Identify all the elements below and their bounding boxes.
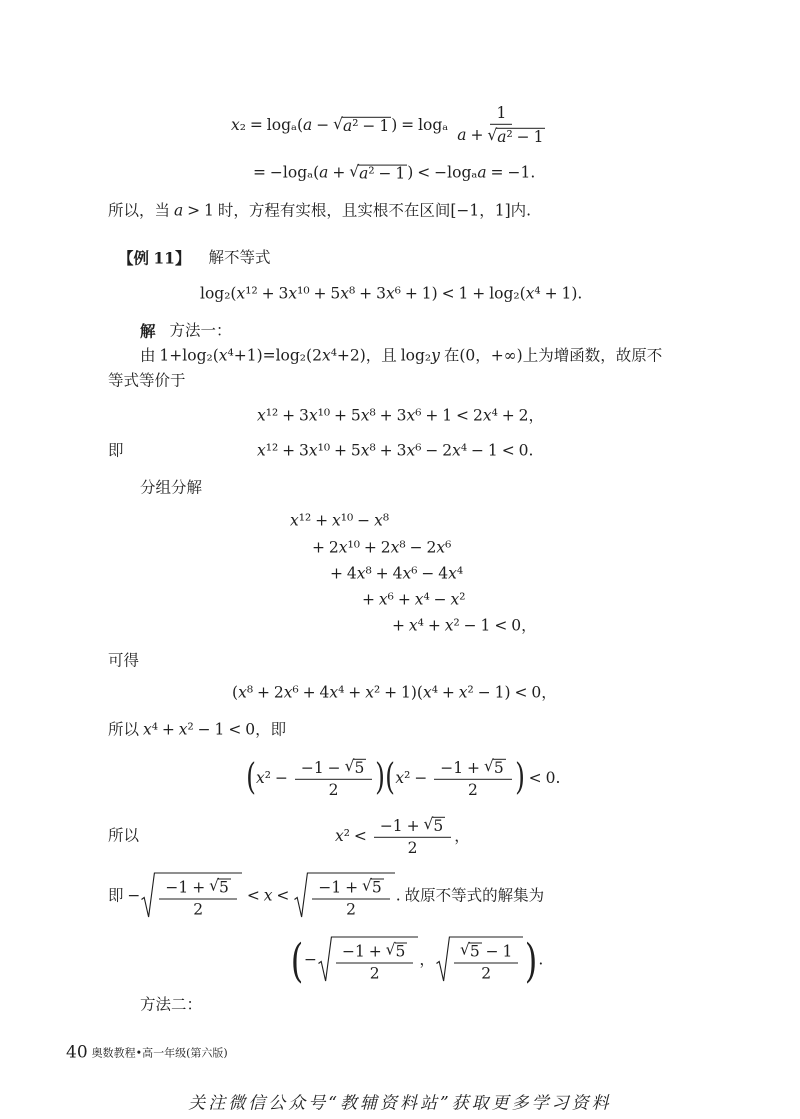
radicand: 5 <box>395 942 406 961</box>
solution-heading <box>140 321 232 340</box>
fraction-numerator <box>490 104 512 125</box>
fraction-denominator <box>323 780 345 800</box>
math-text: −1 + <box>341 942 386 961</box>
example-heading <box>118 248 270 267</box>
radical-sign: √ <box>333 114 344 133</box>
math-variable: x <box>332 511 341 530</box>
book-title: 奥数教程•高一年级(第六版) <box>91 1046 228 1060</box>
right-paren: ) <box>525 933 538 987</box>
math-text: x¹² + x¹⁰ − x⁸ <box>290 511 390 530</box>
paragraph-text: 即 − <box>108 886 141 905</box>
sqrt-expression <box>333 115 391 136</box>
sqrt-expression <box>484 757 506 778</box>
radicand: a² − 1 <box>343 116 390 135</box>
math-variable: x <box>406 441 416 460</box>
math-variable: x <box>378 590 388 609</box>
math-variable: x <box>360 406 370 425</box>
math-text: − <box>303 950 317 969</box>
paragraph-text: . 故原不等式的解集为 <box>395 886 545 905</box>
math-text: − 1 <box>481 942 513 961</box>
radicand: a² − 1 <box>359 164 406 183</box>
fraction <box>336 940 413 982</box>
math-variable: a <box>303 115 313 134</box>
paragraph-text: 所以 <box>108 826 140 845</box>
paragraph-text: 所以，当 a > 1 时，方程有实根，且实根不在区间[−1，1]内. <box>108 201 532 220</box>
math-text: < 0. <box>524 768 561 787</box>
math-variable: x <box>458 683 468 702</box>
sqrt-expression <box>386 940 408 961</box>
math-variable: a <box>497 127 507 146</box>
math-text: a + <box>457 125 488 144</box>
math-variable: x <box>385 284 395 303</box>
math-variable: y <box>431 346 440 365</box>
sqrt-expression <box>362 876 384 897</box>
math-text: −1 − <box>300 759 345 778</box>
math-text: 2 <box>346 900 356 919</box>
math-variable: x <box>450 590 460 609</box>
radical-sign <box>141 873 155 919</box>
math-text: x² − <box>256 768 292 787</box>
range-line <box>108 873 544 920</box>
left-paren: ( <box>290 933 304 987</box>
radicand: 5 <box>493 758 504 777</box>
sqrt-expression <box>141 873 241 920</box>
fraction <box>434 757 511 799</box>
math-text: 1 <box>496 103 507 122</box>
radical-sign <box>294 873 308 919</box>
radicand <box>449 937 523 984</box>
math-variable: x <box>321 346 331 365</box>
paragraph-text: 所以 x⁴ + x² − 1 < 0，即 <box>108 720 287 739</box>
fraction-denominator <box>402 838 424 858</box>
fraction-numerator <box>434 757 511 780</box>
fraction <box>451 104 551 146</box>
fraction-numerator <box>312 876 389 899</box>
method-one-title: 方法一： <box>169 321 232 340</box>
math-variable: a <box>343 116 353 135</box>
sqrt-expression <box>209 876 231 897</box>
method-two-title <box>140 995 202 1014</box>
math-text: 2 <box>328 780 339 799</box>
math-text: 2 <box>193 900 204 919</box>
grouping-row <box>392 616 537 635</box>
paragraph-text: 分组分解 <box>140 478 203 497</box>
radical-sign: √ <box>362 876 372 895</box>
so-line <box>108 720 286 739</box>
grouping-title <box>140 478 202 497</box>
left-paren: ( <box>246 757 256 798</box>
math-variable: x <box>436 538 446 557</box>
math-variable: x <box>525 284 535 303</box>
paragraph-text: 由 1+log₂(x⁴+1)=log₂(2x⁴+2)，且 log₂y 在(0，+∞)上为增函数，故原不 <box>140 346 663 365</box>
math-text: ， <box>454 826 470 845</box>
math-variable: x <box>338 538 348 557</box>
sqrt-expression <box>294 873 394 920</box>
math-variable: x <box>444 616 454 635</box>
radical-sign: √ <box>487 125 498 144</box>
radicand <box>154 873 241 920</box>
math-variable: x <box>308 406 318 425</box>
math-variable: x <box>308 441 318 460</box>
sqrt-expression <box>349 163 407 184</box>
radicand: 5 <box>433 816 444 835</box>
math-text: = −logₐ(a + <box>253 163 350 182</box>
math-text: < x < <box>242 886 294 905</box>
page-number: 40 <box>66 1042 88 1063</box>
radical-sign: √ <box>459 940 470 959</box>
math-variable: x <box>452 441 461 460</box>
paragraph-text: 可得 <box>108 651 140 670</box>
equivalent-inequality <box>257 406 544 425</box>
paragraph-text: 即 <box>108 441 124 460</box>
math-text: x² − <box>395 768 432 787</box>
math-variable: a <box>359 164 369 183</box>
radicand: 5 <box>219 878 229 897</box>
math-text: −1 + <box>318 878 363 897</box>
math-variable: x <box>288 284 298 303</box>
math-variable: x <box>356 564 366 583</box>
math-text: (x⁸ + 2x⁶ + 4x⁴ + x² + 1)(x⁴ + x² − 1) < 0， <box>232 683 557 702</box>
radical-sign: √ <box>483 756 494 775</box>
sqrt-expression <box>345 757 367 778</box>
radical-sign <box>436 937 450 983</box>
math-variable: x <box>406 406 416 425</box>
math-variable: x <box>365 683 374 702</box>
fraction-denominator <box>340 899 362 919</box>
math-variable: x <box>256 768 265 787</box>
fraction-numerator <box>336 940 413 963</box>
left-paren: ( <box>385 757 396 798</box>
math-variable: x <box>395 768 405 787</box>
suoyi-label <box>108 826 139 845</box>
math-text: + 4x⁸ + 4x⁶ − 4x⁴ <box>330 564 464 583</box>
radical-sign: √ <box>423 814 434 833</box>
fraction-denominator <box>475 963 497 983</box>
factored-inequality <box>232 683 557 702</box>
math-variable: x <box>142 720 152 739</box>
sqrt-expression <box>436 937 523 984</box>
math-text: 2 <box>468 780 478 799</box>
right-paren: ) <box>375 757 386 798</box>
example-title: 解不等式 <box>208 248 271 267</box>
math-variable: x <box>360 441 370 460</box>
equation-x2 <box>231 104 554 146</box>
math-variable: x <box>236 284 246 303</box>
math-variable: x <box>335 826 344 845</box>
math-variable: a <box>173 201 184 220</box>
math-variable: x <box>283 683 293 702</box>
sqrt-expression <box>318 937 418 984</box>
radical-sign: √ <box>209 876 220 895</box>
math-variable: x <box>340 284 350 303</box>
fraction-denominator <box>364 963 386 983</box>
grouping-row <box>330 564 463 583</box>
watermark-text: 关注微信公众号“教辅资料站”获取更多学习资料 <box>188 1093 612 1114</box>
ji-label <box>108 441 124 460</box>
math-variable: x <box>257 441 266 460</box>
fraction <box>159 876 236 918</box>
math-text: + x⁴ + x² − 1 < 0， <box>392 616 537 635</box>
math-text: x¹² + 3x¹⁰ + 5x⁸ + 3x⁶ − 2x⁴ − 1 < 0. <box>257 441 534 460</box>
radicand <box>331 937 418 984</box>
paragraph-line <box>108 371 186 390</box>
fraction <box>312 876 389 918</box>
math-text: −1 + <box>379 817 424 836</box>
grouping-row <box>290 511 389 530</box>
math-variable: x <box>408 616 418 635</box>
math-variable: a <box>319 163 329 182</box>
radicand: a² − 1 <box>497 127 544 146</box>
example-label: 【例 11】 <box>118 248 191 268</box>
math-text: −1 + <box>440 759 484 778</box>
page-footer <box>66 1042 228 1063</box>
simplified-inequality <box>257 441 533 460</box>
conclusion-line <box>108 201 531 220</box>
math-text: log₂(x¹² + 3x¹⁰ + 5x⁸ + 3x⁶ + 1) < 1 + log₂(x⁴ + 1). <box>200 284 583 303</box>
radicand: 5 <box>469 942 480 961</box>
math-variable: x <box>257 406 266 425</box>
math-variable: x <box>329 683 339 702</box>
bound-inequality <box>335 815 470 857</box>
fraction-numerator <box>374 815 451 838</box>
math-text: −1 + <box>165 878 210 897</box>
fraction-numerator <box>295 757 372 780</box>
fraction <box>374 815 451 857</box>
math-variable: x <box>231 115 240 134</box>
radical-sign <box>318 937 332 983</box>
grouping-row <box>312 538 451 557</box>
paragraph-text: 方法二： <box>140 995 203 1014</box>
math-variable: x <box>238 683 247 702</box>
math-variable: x <box>374 511 383 530</box>
fraction-denominator <box>462 780 484 800</box>
math-text: 2 <box>481 964 492 983</box>
watermark <box>0 1093 800 1114</box>
math-variable: x <box>178 720 188 739</box>
math-text: 2 <box>407 838 418 857</box>
math-variable: x <box>414 590 424 609</box>
math-variable: x <box>482 406 492 425</box>
math-text: ) < −logₐa = −1. <box>407 163 536 182</box>
radicand <box>307 873 394 920</box>
math-variable: x <box>422 683 432 702</box>
math-text: . <box>538 950 544 969</box>
fraction-denominator <box>451 124 551 146</box>
factor-product-inequality <box>246 757 560 799</box>
solution-interval <box>290 933 544 987</box>
fraction-denominator <box>187 899 209 919</box>
radical-sign: √ <box>344 756 355 775</box>
fraction-numerator <box>454 940 518 963</box>
kede-label <box>108 651 139 670</box>
example-inequality <box>200 284 582 303</box>
math-text: + 2x¹⁰ + 2x⁸ − 2x⁶ <box>312 538 452 557</box>
math-variable: x <box>402 564 412 583</box>
sqrt-expression <box>460 940 482 961</box>
solution-label: 解 <box>140 321 156 341</box>
math-variable: a <box>457 125 467 144</box>
fraction <box>295 757 372 799</box>
radical-sign: √ <box>385 940 396 959</box>
grouping-row <box>362 590 466 609</box>
math-text: ) = logₐ <box>391 115 449 134</box>
paragraph-line <box>140 346 662 365</box>
sqrt-expression <box>487 125 545 146</box>
math-variable: x <box>390 538 400 557</box>
math-variable: x <box>448 564 457 583</box>
math-text: + x⁶ + x⁴ − x² <box>362 590 466 609</box>
math-text: x² < <box>335 826 371 845</box>
radical-sign: √ <box>349 162 360 181</box>
math-text: x¹² + 3x¹⁰ + 5x⁸ + 3x⁶ + 1 < 2x⁴ + 2， <box>257 406 544 425</box>
math-variable: x <box>218 346 228 365</box>
math-variable: x <box>263 886 273 905</box>
math-variable: x <box>290 511 299 530</box>
math-text: ， <box>419 950 435 969</box>
fraction <box>454 940 518 982</box>
math-variable: a <box>477 163 487 182</box>
fraction-numerator <box>159 876 236 899</box>
equation-x2-continued <box>253 163 535 184</box>
math-text: x₂ = logₐ(a − <box>231 115 334 134</box>
paragraph-text: 等式等价于 <box>108 371 186 390</box>
radicand: 5 <box>354 758 365 777</box>
math-text: 2 <box>369 964 380 983</box>
radicand: 5 <box>371 878 382 897</box>
right-paren: ) <box>514 757 525 798</box>
sqrt-expression <box>424 815 446 836</box>
